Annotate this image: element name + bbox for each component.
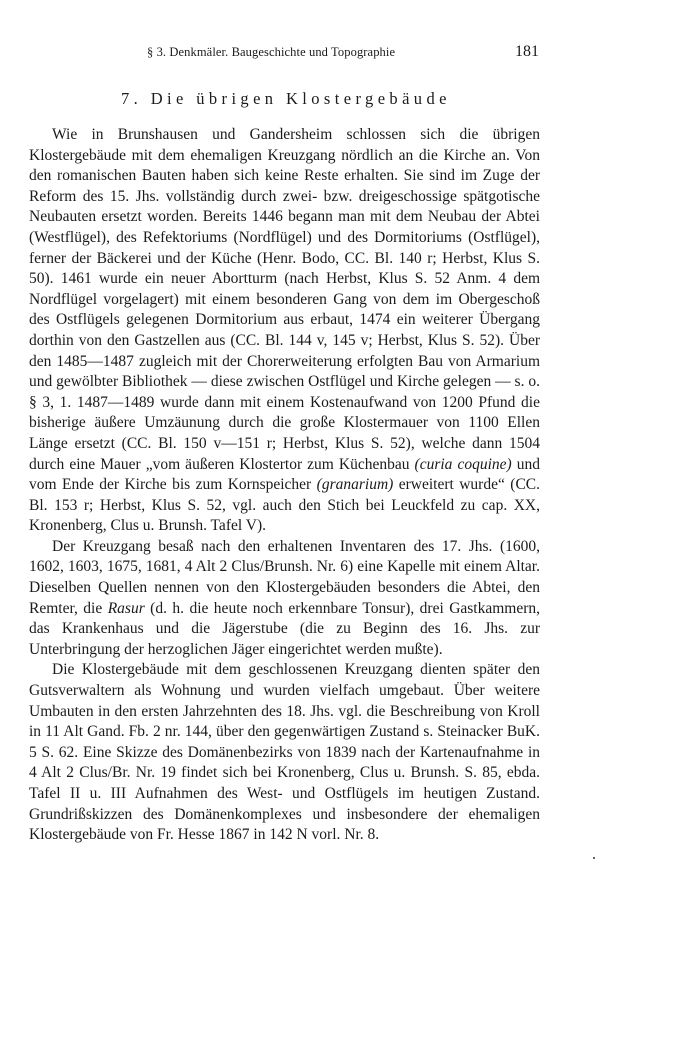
text-run: (d. h. die heute noch erkennbare Tonsur), drei Gastkammern, das Krankenhaus und die Jägerstube (die zu Beginn des 16. Jhs. zur Unterbringung der herzoglichen Jäger eingerichtet werden mußte).: [29, 599, 541, 658]
body-paragraph-3: [29, 660, 540, 845]
term-rasur: Rasur: [107, 599, 145, 617]
latin-term-curia-coquine: (curia coquine): [414, 455, 512, 473]
body-paragraph-1: [29, 125, 540, 537]
text-run: und vom Ende der Kirche bis zum Kornspeicher: [29, 455, 540, 494]
body-paragraph-2: [29, 537, 540, 661]
running-header: [29, 44, 540, 66]
section-heading: 7. Die übrigen Klostergebäude: [121, 89, 451, 108]
book-page: [29, 44, 540, 846]
paragraph-text: [29, 537, 540, 661]
text-run: erweitert wurde“ (CC. Bl. 153 r; Herbst, Klus S. 52, vgl. auch den Stich bei Leuckfeld zu cap. XX, Kronenberg, Clus u. Brunsh. Tafel V).: [29, 476, 540, 535]
paragraph-text: [29, 660, 540, 845]
paragraph-text: [29, 125, 540, 537]
margin-speck: [593, 857, 595, 859]
latin-term-granarium: (granarium): [316, 476, 394, 494]
page-number: 181: [515, 43, 539, 60]
text-run: Wie in Brunshausen und Gandersheim schlossen sich die übrigen Klostergebäude mit dem ehemaligen Kreuzgang nördlich an die Kirche an. Von den romanischen Bauten haben sich keine Reste erhalten. Sie sind im Zuge der Reform des 15. Jhs. vollständig durch zwei- bzw. dreigeschossige spätgotische Neubauten ersetzt worden. Bereits 1446 begann man mit dem Neubau der Abtei (Westflügel), des Refektoriums (Nordflügel) und des Dormitoriums (Ostflügel), ferner der Bäckerei und der Küche (Henr. Bodo, CC. Bl. 140 r; Herbst, Klus S. 50). 1461 wurde ein neuer Abortturm (nach Herbst, Klus S. 52 Anm. 4 dem Nordflügel vorgelagert) mit einem besonderen Gang von dem im Obergeschoß des Ostflügels gelegenen Dormitorium aus erbaut, 1474 ein weiterer Übergang dorthin von den Gastzellen aus (CC. Bl. 144 v, 145 v; Herbst, Klus S. 52). Über den 1485—1487 zugleich mit der Chorerweiterung erfolgten Bau von Armarium und gewölbter Bibliothek — diese zwischen Ostflügel und Kirche gelegen — s. o. § 3, 1. 1487—1489 wurde dann mit einem Kostenaufwand von 1200 Pfund die bisherige äußere Umzäunung durch die große Klostermauer von 1100 Ellen Länge ersetzt (CC. Bl. 150 v—151 r; Herbst, Klus S. 52), welche dann 1504 durch eine Mauer „vom äußeren Klostertor zum Küchenbau: [29, 126, 540, 473]
running-title: § 3. Denkmäler. Baugeschichte und Topographie: [147, 45, 396, 59]
text-run: Der Kreuzgang besaß nach den erhaltenen Inventaren des 17. Jhs. (1600, 1602, 1603, 1675, 1681, 4 Alt 2 Clus/Brunsh. Nr. 6) eine Kapelle mit einem Altar. Dieselben Quellen nennen von den Klostergebäuden besonders die Abtei, den Remter, die: [29, 537, 540, 617]
text-run: Die Klostergebäude mit dem geschlossenen Kreuzgang dienten später den Gutsverwaltern als Wohnung und wurden vielfach umgebaut. Über weitere Umbauten in den ersten Jahrzehnten des 18. Jhs. vgl. die Beschreibung von Kroll in 11 Alt Gand. Fb. 2 nr. 144, über den gegenwärtigen Zustand s. Steinacker BuK. 5 S. 62. Eine Skizze des Domänenbezirks von 1839 nach der Kartenaufnahme in 4 Alt 2 Clus/Br. Nr. 19 findet sich bei Kronenberg, Clus u. Brunsh. S. 85, ebda. Tafel II u. III Aufnahmen des West- und Ostflügels im heutigen Zustand. Grundrißskizzen des Domänenkomplexes und insbesondere der ehemaligen Klostergebäude von Fr. Hesse 1867 in 142 N vorl. Nr. 8.: [29, 661, 540, 844]
